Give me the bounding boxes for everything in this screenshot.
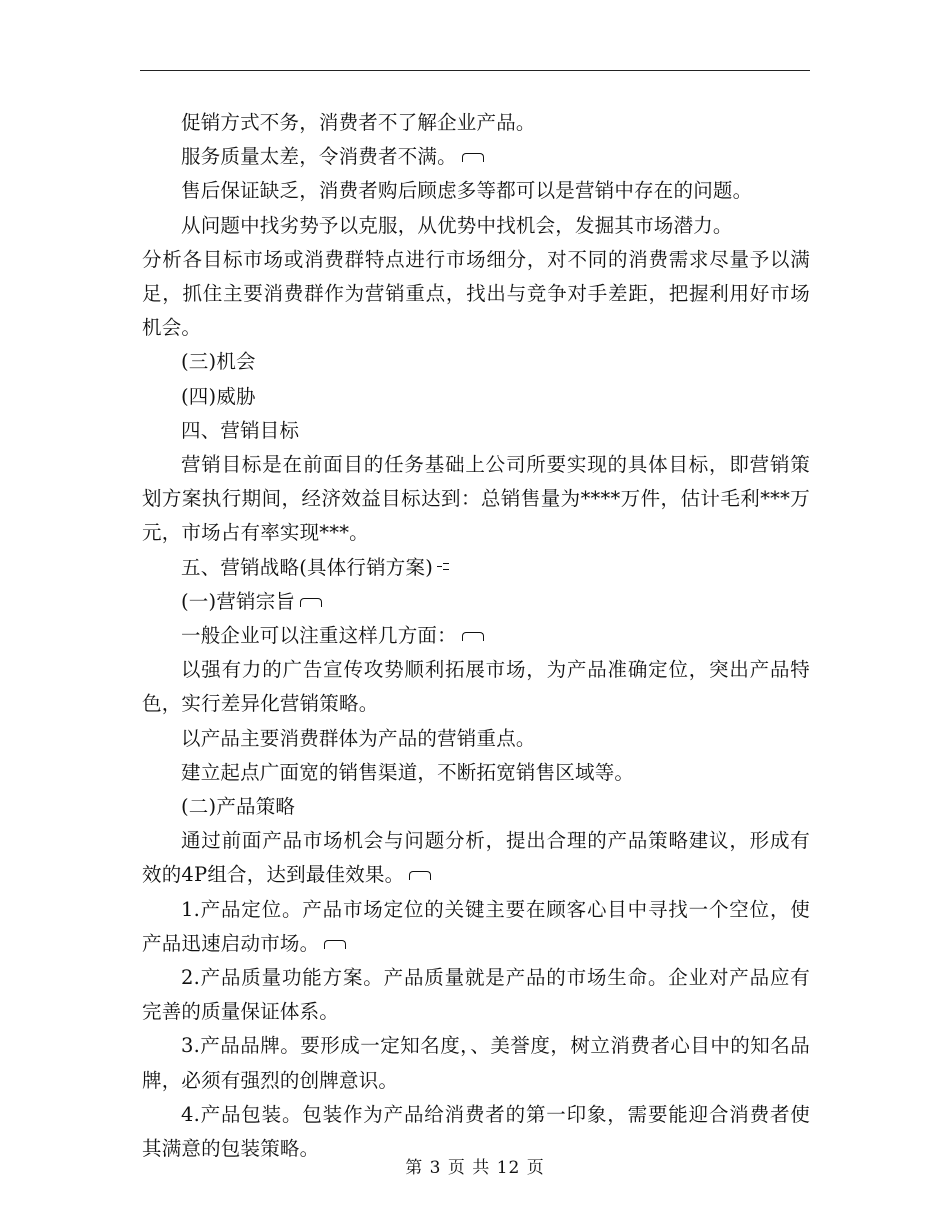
page-footer: 第 3 页 共 12 页 bbox=[405, 1158, 545, 1178]
paragraph-text: 以强有力的广告宣传攻势顺利拓展市场，为产品准确定位，突出产品特色，实行差异化营销策略。 bbox=[142, 658, 810, 716]
paragraph-text: (四)威胁 bbox=[181, 384, 256, 408]
paragraph-text: 五、营销战略(具体行销方案) bbox=[181, 555, 434, 579]
paragraph bbox=[142, 1029, 810, 1097]
paragraph bbox=[142, 756, 810, 790]
paragraph bbox=[142, 414, 810, 448]
paragraph bbox=[142, 551, 810, 585]
header-rule bbox=[140, 70, 810, 71]
paragraph bbox=[142, 209, 810, 243]
paragraph bbox=[142, 824, 810, 892]
paragraph-text: 3.产品品牌。要形成一定知名度，、美誉度，树立消费者心目中的知名品牌，必须有强烈的创牌意识。 bbox=[142, 1034, 810, 1092]
paragraph bbox=[142, 448, 810, 551]
document-body bbox=[142, 106, 810, 1166]
paragraph-text: 服务质量太差，令消费者不满。 bbox=[181, 145, 457, 169]
paragraph-text: 通过前面产品市场机会与问题分析，提出合理的产品策略建议，形成有效的4P组合，达到最佳效果。 bbox=[142, 829, 810, 887]
paragraph-text: 四、营销目标 bbox=[181, 418, 300, 442]
paragraph bbox=[142, 619, 810, 653]
paragraph bbox=[142, 380, 810, 414]
paragraph-text: 1.产品定位。产品市场定位的关键主要在顾客心目中寻找一个空位，使产品迅速启动市场。 bbox=[142, 897, 810, 955]
paragraph bbox=[142, 174, 810, 208]
paragraph bbox=[142, 722, 810, 756]
paragraph-text: 2.产品质量功能方案。产品质量就是产品的市场生命。企业对产品应有完善的质量保证体系。 bbox=[142, 966, 810, 1024]
paragraph-text: 分析各目标市场或消费群特点进行市场细分，对不同的消费需求尽量予以满足，抓住主要消费群作为营销重点，找出与竞争对手差距，把握利用好市场机会。 bbox=[142, 247, 810, 340]
format-mark-icon bbox=[462, 153, 484, 162]
paragraph-text: 以产品主要消费群体为产品的营销重点。 bbox=[181, 726, 536, 750]
paragraph bbox=[142, 790, 810, 824]
paragraph bbox=[142, 345, 810, 379]
format-mark-icon bbox=[409, 871, 431, 880]
paragraph-text: 售后保证缺乏，消费者购后顾虑多等都可以是营销中存在的问题。 bbox=[181, 179, 753, 203]
paragraph-text: 营销目标是在前面目的任务基础上公司所要实现的具体目标，即营销策划方案执行期间，经济效益目标达到：总销售量为****万件，估计毛利***万元，市场占有率实现***。 bbox=[142, 453, 810, 545]
format-mark-icon bbox=[324, 940, 346, 949]
paragraph bbox=[142, 961, 810, 1029]
paragraph-text: 建立起点广面宽的销售渠道，不断拓宽销售区域等。 bbox=[181, 760, 635, 784]
paragraph bbox=[142, 653, 810, 721]
paragraph-text: 4.产品包装。包装作为产品给消费者的第一印象，需要能迎合消费者使其满意的包装策略。 bbox=[142, 1102, 810, 1161]
paragraph bbox=[142, 585, 810, 619]
format-mark-icon bbox=[437, 562, 449, 572]
paragraph bbox=[142, 893, 810, 961]
paragraph bbox=[142, 106, 810, 140]
paragraph-text: (一)营销宗旨 bbox=[181, 589, 296, 613]
paragraph-text: (三)机会 bbox=[181, 350, 256, 374]
paragraph-text: 一般企业可以注重这样几方面： bbox=[181, 624, 457, 648]
paragraph-text: 从问题中找劣势予以克服，从优势中找机会，发掘其市场潜力。 bbox=[181, 213, 733, 237]
paragraph-text: 促销方式不务，消费者不了解企业产品。 bbox=[181, 111, 536, 134]
format-mark-icon bbox=[462, 632, 484, 641]
paragraph bbox=[142, 243, 810, 346]
paragraph bbox=[142, 140, 810, 174]
paragraph-text: (二)产品策略 bbox=[181, 795, 296, 819]
format-mark-icon bbox=[300, 598, 322, 607]
